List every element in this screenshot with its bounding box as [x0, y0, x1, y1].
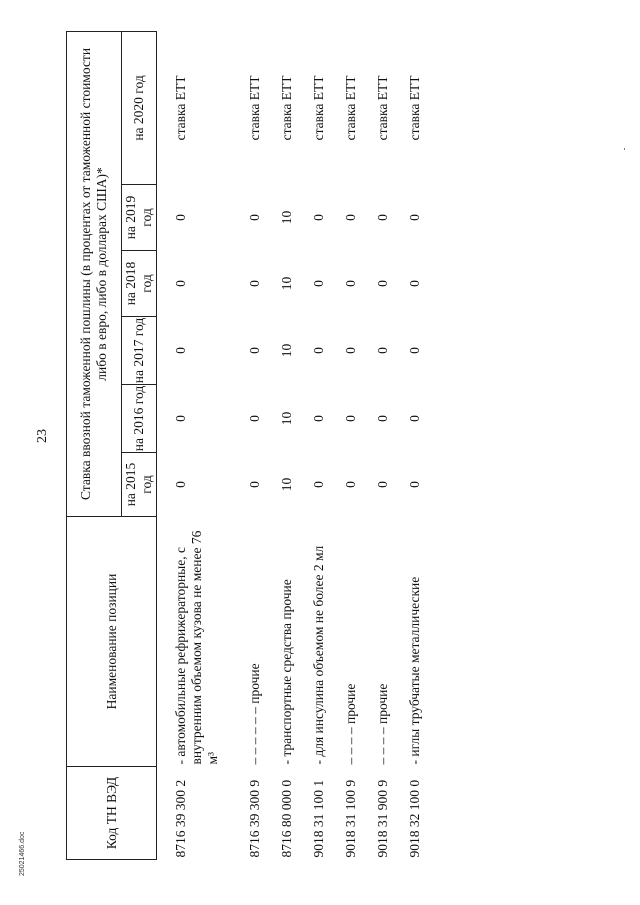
row-rate-year-2: 0 [173, 415, 188, 422]
row-rate-year-6: ставка ЕТТ [173, 75, 188, 141]
table-row [237, 31, 269, 859]
row-rate-year-1: 0 [343, 481, 358, 488]
row-rate-year-1: 0 [247, 481, 262, 488]
table-row [301, 31, 333, 859]
header-rate: Ставка ввозной таможенной пошлины (в процентах от таможенной стоимости либо в евро, либо в долларах США)* [67, 31, 122, 516]
row-name: - для инсулина объемом не более 2 мл [311, 545, 326, 765]
row-rate-year-5: 0 [247, 214, 262, 221]
row-rate-year-3: 0 [407, 347, 422, 354]
row-code: 8716 39 300 2 [173, 779, 188, 858]
scan-speck [624, 148, 625, 150]
row-rate-year-3: 0 [173, 347, 188, 354]
row-rate-year-4: 10 [279, 276, 294, 291]
row-rate-year-5: 0 [375, 214, 390, 221]
header-year-2: на 2016 год [122, 385, 157, 453]
row-rate-year-2: 0 [247, 415, 262, 422]
row-rate-year-5: 0 [311, 214, 326, 221]
row-rate-year-2: 0 [311, 415, 326, 422]
row-rate-year-5: 0 [407, 214, 422, 221]
header-code: Код ТН ВЭД [67, 767, 157, 860]
row-rate-year-4: 0 [311, 280, 326, 287]
row-rate-year-5: 0 [343, 214, 358, 221]
row-rate-year-3: 0 [247, 347, 262, 354]
row-rate-year-1: 0 [311, 481, 326, 488]
row-rate-year-4: 0 [407, 280, 422, 287]
row-name: - иглы трубчатые металлические [407, 576, 422, 765]
table-body [157, 31, 430, 859]
table-row [365, 31, 397, 859]
row-name: – – – – прочие [375, 683, 390, 765]
row-code: 8716 80 000 0 [279, 779, 294, 858]
footer-filename: 25021466.doc [19, 831, 26, 876]
row-name: – – – – – – прочие [247, 663, 262, 765]
table-row [157, 31, 238, 859]
row-rate-year-4: 0 [247, 280, 262, 287]
table-row [397, 31, 429, 859]
page-number: 23 [35, 429, 50, 443]
row-rate-year-2: 0 [375, 415, 390, 422]
row-rate-year-5: 0 [173, 214, 188, 221]
header-year-4: на 2018 год [122, 251, 157, 317]
row-rate-year-5: 10 [279, 210, 294, 225]
header-year-1: на 2015 год [122, 453, 157, 517]
row-rate-year-6: ставка ЕТТ [407, 75, 422, 141]
header-year-5: на 2019 год [122, 185, 157, 251]
row-name: - автомобильные рефрижераторные, с внутренним объемом кузова не менее 76 м³ [173, 530, 220, 765]
header-year-3: на 2017 год [122, 317, 157, 385]
row-code: 9018 31 100 9 [343, 779, 358, 858]
row-rate-year-6: ставка ЕТТ [279, 75, 294, 141]
row-rate-year-4: 0 [173, 280, 188, 287]
row-code: 9018 32 100 0 [407, 779, 422, 858]
row-code: 8716 39 300 9 [247, 779, 262, 858]
row-code: 9018 31 100 1 [311, 779, 326, 858]
row-code: 9018 31 900 9 [375, 779, 390, 858]
row-rate-year-1: 0 [173, 481, 188, 488]
row-rate-year-2: 0 [343, 415, 358, 422]
row-rate-year-6: ставка ЕТТ [343, 75, 358, 141]
header-name: Наименование позиции [67, 517, 157, 767]
row-rate-year-3: 10 [279, 343, 294, 358]
row-rate-year-3: 0 [343, 347, 358, 354]
row-rate-year-1: 10 [279, 477, 294, 492]
row-rate-year-2: 10 [279, 411, 294, 426]
row-name: – – – – прочие [343, 683, 358, 765]
row-rate-year-3: 0 [311, 347, 326, 354]
row-rate-year-1: 0 [375, 481, 390, 488]
table-row [269, 31, 301, 859]
row-rate-year-4: 0 [375, 280, 390, 287]
row-rate-year-3: 0 [375, 347, 390, 354]
row-rate-year-6: ставка ЕТТ [247, 75, 262, 141]
row-rate-year-4: 0 [343, 280, 358, 287]
table-row [333, 31, 365, 859]
row-rate-year-6: ставка ЕТТ [311, 75, 326, 141]
header-year-6: на 2020 год [122, 31, 157, 184]
row-rate-year-6: ставка ЕТТ [375, 75, 390, 141]
rotated-table-container [66, 32, 438, 860]
tariff-table [66, 31, 429, 860]
row-rate-year-1: 0 [407, 481, 422, 488]
row-rate-year-2: 0 [407, 415, 422, 422]
row-name: - транспортные средства прочие [279, 579, 294, 765]
